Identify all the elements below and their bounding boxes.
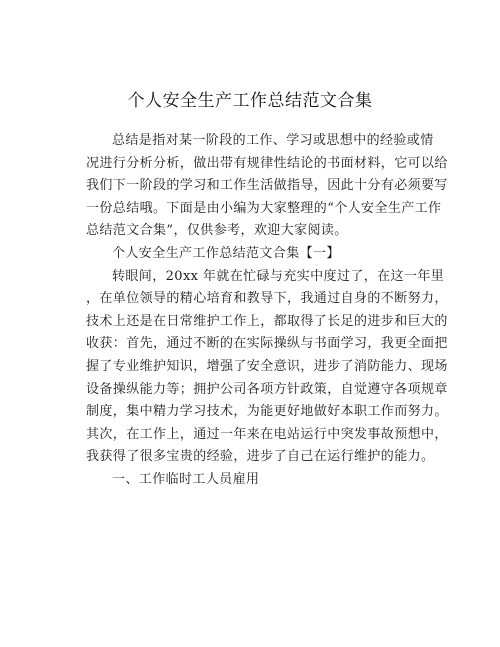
paragraph-line: 总结是指对某一阶段的工作、学习或思想中的经验或情 (112, 133, 434, 148)
section-heading: 一、工作临时工人员雇用 (112, 471, 260, 487)
paragraph-line: 我获得了很多宝贵的经验，进步了自己在运行维护的能力。 (86, 449, 435, 465)
paragraph-line: 转眼间，20xx 年就在忙碌与充实中度过了，在这一年里 (112, 268, 445, 284)
paragraph-line: 制度，集中精力学习技术，为能更好地做好本职工作而努力。 (86, 404, 448, 420)
paragraph-line: 握了专业维护知识，增强了安全意识，进步了消防能力、现场 (86, 358, 448, 374)
paragraph-line: 其次，在工作上，通过一年来在电站运行中突发事故预想中， (86, 426, 448, 442)
paragraph-line: ，在单位领导的精心培育和教导下，我通过自身的不断努力， (86, 291, 448, 307)
paragraph-line: 设备操纵能力等；拥护公司各项方针政策，自觉遵守各项规章 (86, 381, 448, 397)
paragraph-line: 一份总结哦。下面是由小编为大家整理的“个人安全生产工作 (86, 200, 442, 216)
section-heading: 个人安全生产工作总结范文合集【一】 (112, 245, 340, 261)
document-title: 个人安全生产工作总结范文合集 (127, 91, 373, 111)
paragraph-line: 收获：首先，通过不断的在实际操纵与书面学习，我更全面把 (86, 336, 448, 352)
paragraph-line: 我们下一阶段的学习和工作生活做指导，因此十分有必须要写 (86, 178, 448, 194)
paragraph-line: 况进行分析分析，做出带有规律性结论的书面材料，它可以给 (86, 155, 448, 171)
paragraph-line: 技术上还是在日常维护工作上，都取得了长足的进步和巨大的 (86, 313, 448, 329)
paragraph-line: 总结范文合集”，仅供参考，欢迎大家阅读。 (86, 223, 348, 239)
document-body (86, 130, 448, 492)
